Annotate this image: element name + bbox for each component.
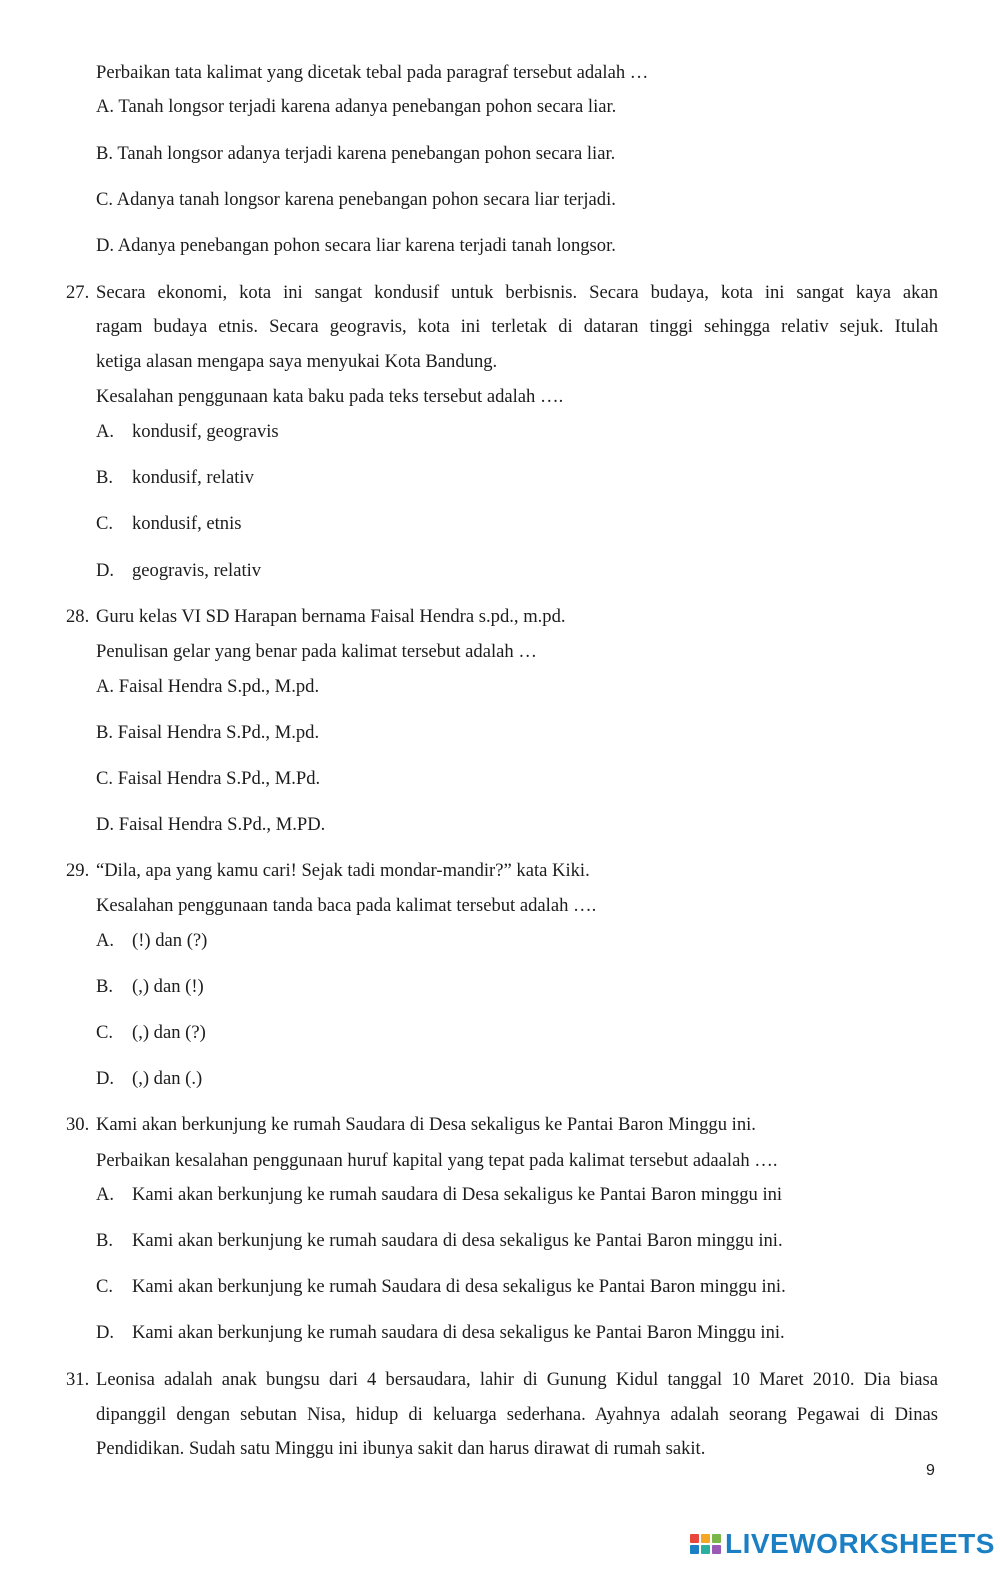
q28-option-a[interactable]: A. Faisal Hendra S.pd., M.pd. bbox=[96, 676, 320, 697]
q30-option-a-label: A. bbox=[96, 1184, 115, 1205]
liveworksheets-wordmark: LIVEWORKSHEETS bbox=[725, 1528, 995, 1559]
q29-option-b-label: B. bbox=[96, 976, 114, 997]
q29-option-c[interactable]: (,) dan (?) bbox=[132, 1022, 206, 1043]
q27-option-c-label: C. bbox=[96, 513, 114, 534]
logo-tile bbox=[712, 1534, 721, 1543]
page-number: 9 bbox=[926, 1462, 935, 1479]
q30-option-b[interactable]: Kami akan berkunjung ke rumah saudara di desa sekaligus ke Pantai Baron minggu ini. bbox=[132, 1230, 783, 1251]
q27-option-c[interactable]: kondusif, etnis bbox=[132, 513, 242, 534]
q28-option-b[interactable]: B. Faisal Hendra S.Pd., M.pd. bbox=[96, 722, 320, 743]
liveworksheets-logo[interactable] bbox=[690, 1526, 995, 1562]
q30-prompt: Perbaikan kesalahan penggunaan huruf kapital yang tepat pada kalimat tersebut adaalah …. bbox=[96, 1150, 778, 1171]
q26-prompt: Perbaikan tata kalimat yang dicetak tebal pada paragraf tersebut adalah … bbox=[96, 62, 649, 83]
q29-text: “Dila, apa yang kamu cari! Sejak tadi mondar-mandir?” kata Kiki. bbox=[96, 860, 590, 881]
q31-text-line-1: Leonisa adalah anak bungsu dari 4 bersaudara, lahir di Gunung Kidul tanggal 10 Maret 2010. Dia biasa bbox=[96, 1369, 938, 1390]
q26-option-d[interactable]: D. Adanya penebangan pohon secara liar karena terjadi tanah longsor. bbox=[96, 235, 616, 256]
logo-tile bbox=[690, 1534, 699, 1543]
q31-text-line-2: dipanggil dengan sebutan Nisa, hidup di keluarga sederhana. Ayahnya adalah seorang Pegawai di Dinas bbox=[96, 1404, 938, 1425]
q27-option-b[interactable]: kondusif, relativ bbox=[132, 467, 254, 488]
q30-option-c-label: C. bbox=[96, 1276, 114, 1297]
q27-option-a-label: A. bbox=[96, 421, 115, 442]
q29-option-d[interactable]: (,) dan (.) bbox=[132, 1068, 203, 1089]
q28-number: 28. bbox=[66, 606, 90, 627]
q27-text-line-1: Secara ekonomi, kota ini sangat kondusif untuk berbisnis. Secara budaya, kota ini sangat kaya akan bbox=[96, 282, 938, 303]
logo-tile bbox=[701, 1534, 710, 1543]
q30-option-d-label: D. bbox=[96, 1322, 115, 1343]
q30-option-a[interactable]: Kami akan berkunjung ke rumah saudara di Desa sekaligus ke Pantai Baron minggu ini bbox=[132, 1184, 783, 1205]
q28-option-d[interactable]: D. Faisal Hendra S.Pd., M.PD. bbox=[96, 814, 326, 835]
q28-option-c[interactable]: C. Faisal Hendra S.Pd., M.Pd. bbox=[96, 768, 321, 789]
q30-option-d[interactable]: Kami akan berkunjung ke rumah saudara di desa sekaligus ke Pantai Baron Minggu ini. bbox=[132, 1322, 785, 1343]
liveworksheets-logo-icon bbox=[690, 1534, 721, 1554]
q31-number: 31. bbox=[66, 1369, 90, 1390]
q27-option-d-label: D. bbox=[96, 560, 115, 581]
q26-option-a[interactable]: A. Tanah longsor terjadi karena adanya penebangan pohon secara liar. bbox=[96, 96, 617, 117]
q27-text-line-3: ketiga alasan mengapa saya menyukai Kota Bandung. bbox=[96, 351, 498, 372]
logo-tile bbox=[701, 1545, 710, 1554]
q29-option-b[interactable]: (,) dan (!) bbox=[132, 976, 204, 997]
q30-option-b-label: B. bbox=[96, 1230, 114, 1251]
q31-text-line-3: Pendidikan. Sudah satu Minggu ini ibunya sakit dan harus dirawat di rumah sakit. bbox=[96, 1438, 706, 1459]
q27-option-b-label: B. bbox=[96, 467, 114, 488]
q26-option-c[interactable]: C. Adanya tanah longsor karena penebangan pohon secara liar terjadi. bbox=[96, 189, 616, 210]
q29-option-a[interactable]: (!) dan (?) bbox=[132, 930, 208, 951]
q27-prompt: Kesalahan penggunaan kata baku pada teks tersebut adalah …. bbox=[96, 386, 564, 407]
q29-option-c-label: C. bbox=[96, 1022, 114, 1043]
q30-option-c[interactable]: Kami akan berkunjung ke rumah Saudara di desa sekaligus ke Pantai Baron minggu ini. bbox=[132, 1276, 786, 1297]
logo-tile bbox=[712, 1545, 721, 1554]
q27-option-d[interactable]: geogravis, relativ bbox=[132, 560, 262, 581]
q27-option-a[interactable]: kondusif, geogravis bbox=[132, 421, 279, 442]
q29-option-a-label: A. bbox=[96, 930, 115, 951]
q29-number: 29. bbox=[66, 860, 90, 881]
q30-text: Kami akan berkunjung ke rumah Saudara di Desa sekaligus ke Pantai Baron Minggu ini. bbox=[96, 1114, 756, 1135]
q29-option-d-label: D. bbox=[96, 1068, 115, 1089]
q28-prompt: Penulisan gelar yang benar pada kalimat tersebut adalah … bbox=[96, 641, 537, 662]
logo-tile bbox=[690, 1545, 699, 1554]
q27-number: 27. bbox=[66, 282, 90, 303]
q30-number: 30. bbox=[66, 1114, 90, 1135]
q28-text: Guru kelas VI SD Harapan bernama Faisal Hendra s.pd., m.pd. bbox=[96, 606, 566, 627]
q29-prompt: Kesalahan penggunaan tanda baca pada kalimat tersebut adalah …. bbox=[96, 895, 597, 916]
q26-option-b[interactable]: B. Tanah longsor adanya terjadi karena penebangan pohon secara liar. bbox=[96, 143, 616, 164]
q27-text-line-2: ragam budaya etnis. Secara geogravis, kota ini terletak di dataran tinggi sehingga relativ sejuk. Itulah bbox=[96, 316, 938, 337]
